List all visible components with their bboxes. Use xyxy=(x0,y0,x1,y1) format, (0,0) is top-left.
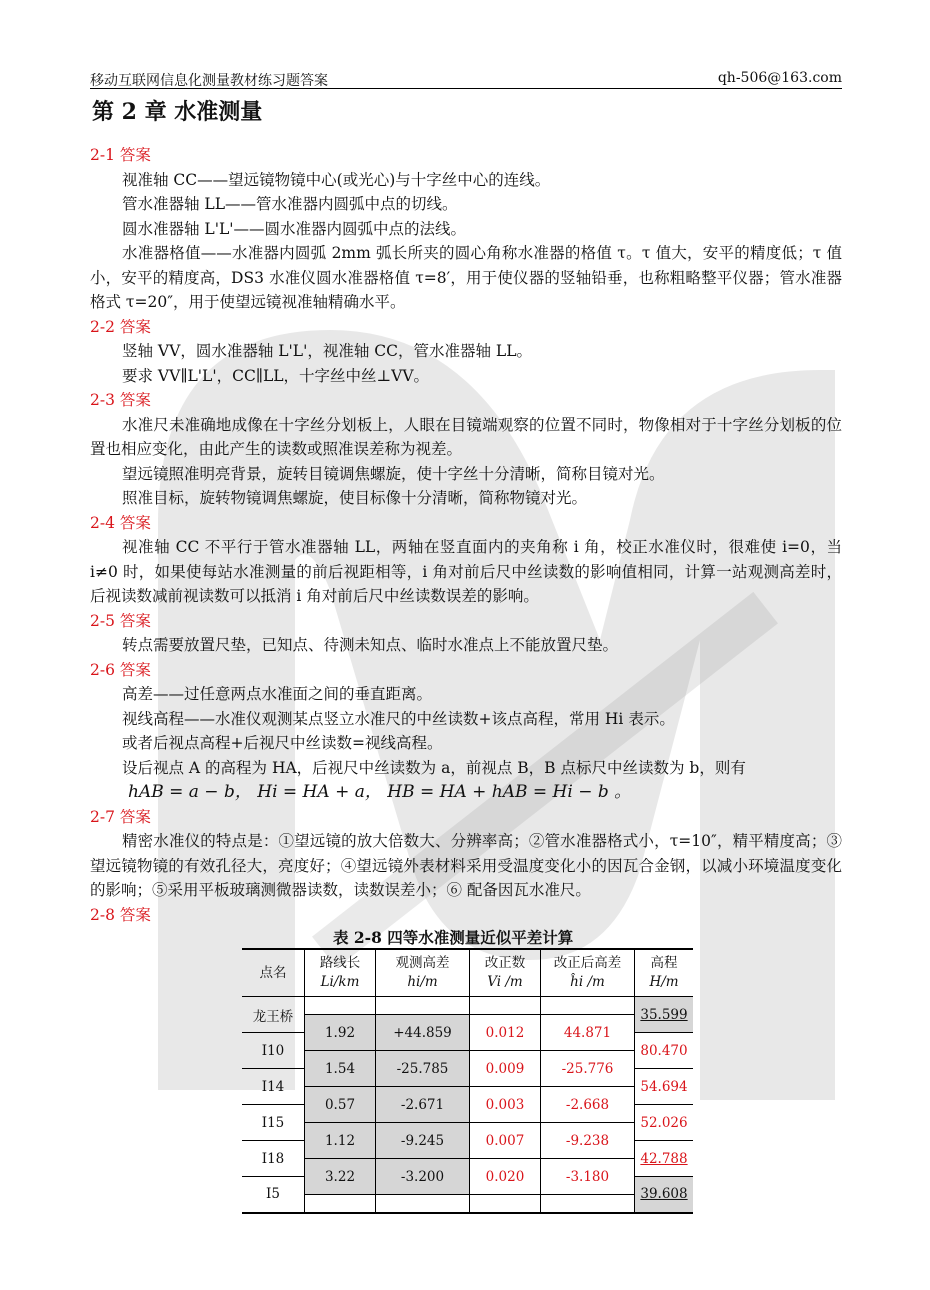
paragraph: 或者后视点高程+后视尺中丝读数=视线高程。 xyxy=(122,734,443,752)
header-route-length: 路线长 Li/km xyxy=(305,949,376,997)
table-row xyxy=(242,1195,693,1213)
table-row xyxy=(242,1087,693,1105)
paragraph: 望远镜照准明亮背景，旋转目镜调焦螺旋，使十字丝十分清晰，简称目镜对光。 xyxy=(122,464,665,483)
empty-cell xyxy=(305,1195,376,1213)
paragraph: 视线高程——水准仪观测某点竖立水准尺的中丝读数+该点高程，常用 Hi 表示。 xyxy=(122,709,675,728)
elevation-cell: 80.470 xyxy=(635,1033,694,1069)
adjusted-diff-cell: 44.871 xyxy=(541,1015,635,1051)
empty-cell xyxy=(470,1195,541,1213)
empty-cell xyxy=(376,997,470,1015)
page-header xyxy=(90,70,842,89)
answer-label-2-1: 2-1 答案 xyxy=(90,146,151,164)
paragraph: 设后视点 A 的高程为 HA，后视尺中丝读数为 a，前视点 B，B 点标尺中丝读数为 b，则有 xyxy=(122,758,746,777)
header-email: qh-506@163.com xyxy=(717,70,842,86)
table-row xyxy=(242,1159,693,1177)
elevation-cell: 39.608 xyxy=(635,1177,694,1213)
answer-label-2-7: 2-7 答案 xyxy=(90,807,151,826)
paragraph: 水准器格值——水准器内圆弧 2mm 弧长所夹的圆心角称水准器的格值 τ。τ 值大，安平的精度低；τ 值小，安平的精度高，DS3 水准仪圆水准器格值 τ=8′，用于使仪器的竖轴铅垂，也称粗略整平仪器；管水准器格式 τ=20″，用于使望远镜视准轴精确水平。 xyxy=(90,244,842,311)
answer-label-2-6: 2-6 答案 xyxy=(90,660,151,679)
adjusted-diff-cell: -2.668 xyxy=(541,1087,635,1123)
header-observed-diff: 观测高差 hi/m xyxy=(376,949,470,997)
adjusted-diff-cell: -25.776 xyxy=(541,1051,635,1087)
observed-diff-cell: -25.785 xyxy=(376,1051,470,1087)
table-caption: 表 2-8 四等水准测量近似平差计算 xyxy=(333,928,574,947)
header-adjusted-diff: 改正后高差 ĥi /m xyxy=(541,949,635,997)
table-row xyxy=(242,1015,693,1033)
empty-cell xyxy=(541,1195,635,1213)
route-length-cell: 1.54 xyxy=(305,1051,376,1087)
adjusted-diff-cell: -9.238 xyxy=(541,1123,635,1159)
height-formula: hAB = a − b， Hi = HA + a， HB = HA + hAB = Hi − b 。 xyxy=(128,782,632,802)
answer-label-2-5: 2-5 答案 xyxy=(90,611,151,630)
paragraph: 水准尺未准确地成像在十字丝分划板上，人眼在目镜端观察的位置不同时，物像相对于十字丝分划板的位置也相应变化，由此产生的读数或照准误差称为视差。 xyxy=(90,415,842,458)
elevation-cell: 52.026 xyxy=(635,1105,694,1141)
observed-diff-cell: -2.671 xyxy=(376,1087,470,1123)
observed-diff-cell: -3.200 xyxy=(376,1159,470,1195)
route-length-cell: 1.12 xyxy=(305,1123,376,1159)
empty-cell xyxy=(541,997,635,1015)
table-row xyxy=(242,1123,693,1141)
chapter-title: 第 2 章 水准测量 xyxy=(92,99,263,125)
table-row xyxy=(242,1051,693,1069)
paragraph: 照准目标，旋转物镜调焦螺旋，使目标像十分清晰，简称物镜对光。 xyxy=(122,489,588,507)
paragraph: 视准轴 CC——望远镜物镜中心(或光心)与十字丝中心的连线。 xyxy=(122,170,551,189)
header-point-name: 点名 xyxy=(242,949,305,997)
answer-label-2-2: 2-2 答案 xyxy=(90,317,151,336)
answer-label-2-4: 2-4 答案 xyxy=(90,513,151,532)
answer-content xyxy=(90,143,842,927)
empty-cell xyxy=(376,1195,470,1213)
header-elevation: 高程 H/m xyxy=(635,949,694,997)
point-name: I10 xyxy=(242,1033,305,1069)
correction-cell: 0.012 xyxy=(470,1015,541,1051)
empty-cell xyxy=(470,997,541,1015)
route-length-cell: 3.22 xyxy=(305,1159,376,1195)
paragraph: 管水准器轴 LL——管水准器内圆弧中点的切线。 xyxy=(122,195,458,213)
point-name: I14 xyxy=(242,1069,305,1105)
header-book-title: 移动互联网信息化测量教材练习题答案 xyxy=(90,73,328,89)
paragraph: 圆水准器轴 L'L'——圆水准器内圆弧中点的法线。 xyxy=(122,219,467,238)
table-header-row xyxy=(242,949,693,997)
paragraph: 精密水准仪的特点是：①望远镜的放大倍数大、分辨率高；②管水准器格式小，τ=10″，精平精度高；③望远镜物镜的有效孔径大，亮度好；④望远镜外表材料采用受温度变化小的因瓦合金钢，以减小环境温度变化的影响；⑤采用平板玻璃测微器读数，读数误差小；⑥ 配备因瓦水准尺。 xyxy=(90,832,842,899)
point-name: I18 xyxy=(242,1141,305,1177)
adjusted-diff-cell: -3.180 xyxy=(541,1159,635,1195)
paragraph: 转点需要放置尺垫，已知点、待测未知点、临时水准点上不能放置尺垫。 xyxy=(122,636,619,654)
table-row xyxy=(242,997,693,1015)
header-correction: 改正数 Vi /m xyxy=(470,949,541,997)
route-length-cell: 1.92 xyxy=(305,1015,376,1051)
answer-label-2-3: 2-3 答案 xyxy=(90,391,151,409)
point-name: I5 xyxy=(242,1177,305,1213)
paragraph: 高差——过任意两点水准面之间的垂直距离。 xyxy=(122,685,433,703)
empty-cell xyxy=(305,997,376,1015)
elevation-cell: 35.599 xyxy=(635,997,694,1033)
observed-diff-cell: +44.859 xyxy=(376,1015,470,1051)
correction-cell: 0.009 xyxy=(470,1051,541,1087)
observed-diff-cell: -9.245 xyxy=(376,1123,470,1159)
elevation-cell: 54.694 xyxy=(635,1069,694,1105)
correction-cell: 0.007 xyxy=(470,1123,541,1159)
answer-label-2-8: 2-8 答案 xyxy=(90,905,151,924)
point-name: 龙王桥 xyxy=(242,997,305,1033)
paragraph: 竖轴 VV，圆水准器轴 L'L'，视准轴 CC，管水准器轴 LL。 xyxy=(122,342,533,360)
paragraph: 要求 VV∥L'L'，CC∥LL，十字丝中丝⊥VV。 xyxy=(122,366,430,385)
correction-cell: 0.003 xyxy=(470,1087,541,1123)
leveling-adjustment-table xyxy=(242,948,693,1214)
paragraph: 视准轴 CC 不平行于管水准器轴 LL，两轴在竖直面内的夹角称 i 角，校正水准仪时，很难使 i=0，当 i≠0 时，如果使每站水准测量的前后视距相等，i 角对前后尺中丝读数的影响值相同，计算一站观测高差时，后视读数减前视读数可以抵消 i 角对前后尺中丝读数误差的影响。 xyxy=(90,538,842,605)
point-name: I15 xyxy=(242,1105,305,1141)
route-length-cell: 0.57 xyxy=(305,1087,376,1123)
correction-cell: 0.020 xyxy=(470,1159,541,1195)
elevation-cell: 42.788 xyxy=(635,1141,694,1177)
